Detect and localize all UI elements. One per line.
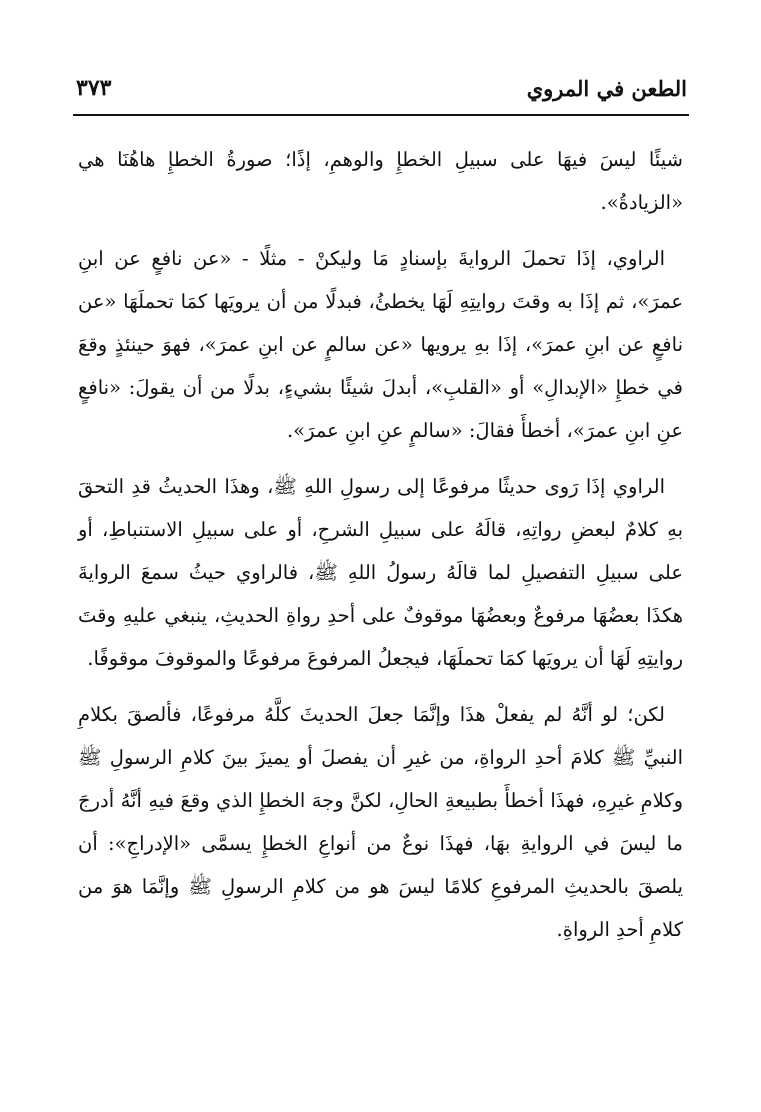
paragraph-3: الراوي إذَا رَوى حديثًا مرفوعًا إلى رسولِ اللهِ ﷺ، وهذَا الحديثُ قدِ التحقَ بهِ كلامٌ لبعضِ رواتِهِ، قالَهُ على سبيلِ الشرحِ، أو على سبيلِ الاستنباطِ، أو على سبيلِ التفصيلِ لما قالَهُ رسولُ اللهِ ﷺ، فالراوي حيثُ سمعَ الروايةَ هكذَا بعضُهَا مرفوعٌ وبعضُهَا موقوفٌ على أحدِ رواةِ الحديثِ، ينبغي عليهِ وقتَ روايتِهِ لَهَا أن يرويَها كمَا تحملَهَا، فيجعلُ المرفوعَ مرفوعًا والموقوفَ موقوفًا. (78, 475, 683, 670)
running-title: الطعن في المروي (526, 75, 687, 101)
page-number: ٣٧٣ (76, 75, 112, 101)
paragraph-2: الراوي، إذَا تحملَ الروايةَ بإسنادٍ مَا وليكنْ - مثلًا - «عن نافعٍ عن ابنِ عمرَ»، ثم إذَا به وقتَ روايتِهِ لَهَا يخطئُ، فبدلًا من أن يرويَها كمَا تحملَهَا «عن نافعٍ عن ابنِ عمرَ»، إذَا بهِ يرويها «عن سالمٍ عن ابنِ عمرَ»، فهوَ حينئذٍ وقعَ في خطإِ «الإبدالِ» أو «القلبِ»، أبدلَ شيئًا بشيءٍ، بدلًا من أن يقولَ: «نافعٍ عنِ ابنِ عمرَ»، أخطأَ فقالَ: «سالمٍ عنِ ابنِ عمرَ». (78, 247, 683, 442)
header-rule (73, 114, 689, 116)
running-header (76, 66, 687, 110)
paragraph-4: لكن؛ لو أنَّهُ لم يفعلْ هذَا وإنَّمَا جعلَ الحديثَ كلَّهُ مرفوعًا، فألصقَ بكلامِ النبيِّ ﷺ كلامَ أحدِ الرواةِ، من غيرِ أن يفصلَ أو يميزَ بينَ كلامِ الرسولِ ﷺ وكلامِ غيرِهِ، فهذَا أخطأَ بطبيعةِ الحالِ، لكنَّ وجهَ الخطإِ الذي وقعَ فيهِ أنَّهُ أدرجَ ما ليسَ في الروايةِ بهَا، فهذَا نوعٌ من أنواعِ الخطإِ يسمَّى «الإدراجِ»: أن يلصقَ بالحديثِ المرفوعِ كلامًا ليسَ هو من كلامِ الرسولِ ﷺ وإنَّمَا هوَ من كلامِ أحدِ الرواةِ. (78, 703, 683, 941)
body-text (78, 138, 683, 964)
paragraph-1: شيئًا ليسَ فيهَا على سبيلِ الخطإِ والوهمِ، إذًا؛ صورةُ الخطإِ هاهُنَا هي «الزيادةُ». (78, 148, 683, 214)
